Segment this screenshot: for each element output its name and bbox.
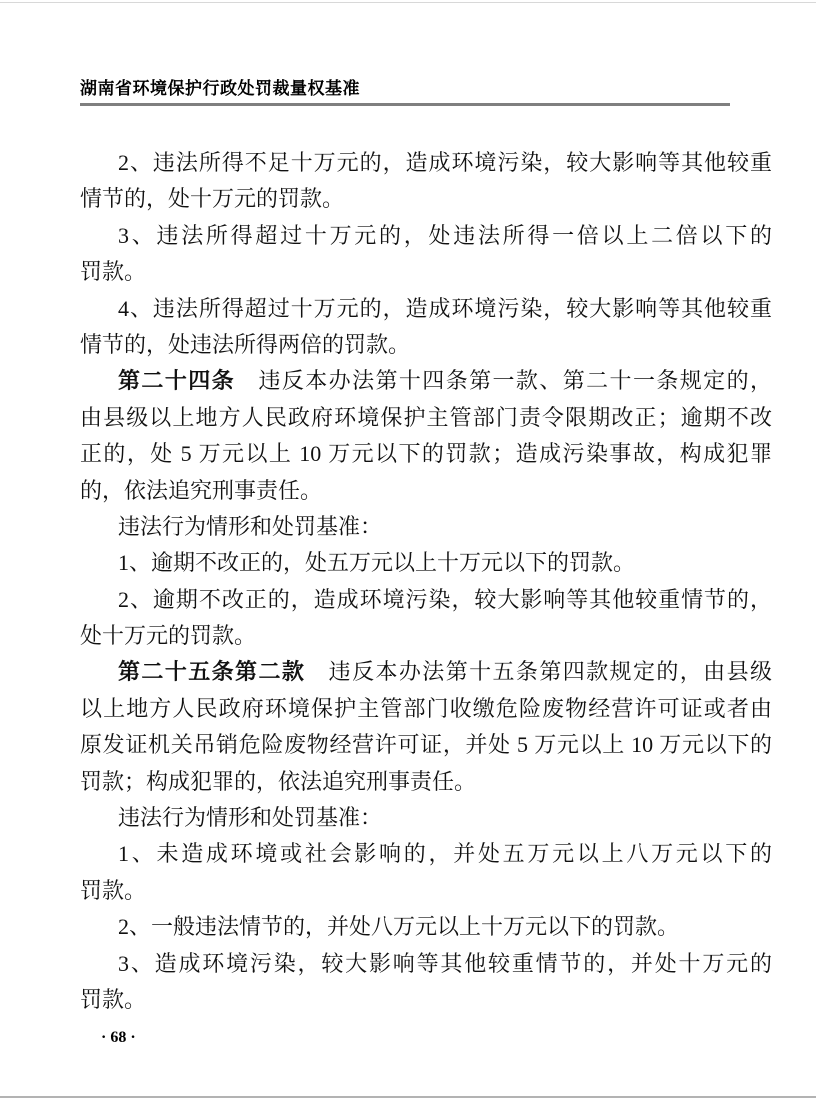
page-number: · 68 · xyxy=(101,1029,136,1046)
text-line: 情节的，处违法所得两倍的罚款。 xyxy=(80,331,411,357)
scan-bottom-edge-line xyxy=(0,1096,816,1098)
header-rule xyxy=(80,103,730,106)
text-line: 以上地方人民政府环境保护主管部门收缴危险废物经营许可证或者由 xyxy=(80,695,772,721)
paragraph xyxy=(80,218,772,291)
paragraph xyxy=(80,363,772,509)
page-header-title: 湖南省环境保护行政处罚裁量权基准 xyxy=(80,79,360,98)
text-line: 违法行为情形和处罚基准： xyxy=(118,805,383,831)
paragraph xyxy=(80,545,772,581)
paragraph xyxy=(80,509,772,545)
paragraph xyxy=(80,654,772,800)
paragraph xyxy=(80,836,772,909)
paragraph xyxy=(80,145,772,218)
text-line: 违法行为情形和处罚基准： xyxy=(118,513,383,539)
text-line: 第二十四条 违反本办法第十四条第一款、第二十一条规定的， xyxy=(118,368,772,394)
text-line: 2、一般违法情节的，并处八万元以上十万元以下的罚款。 xyxy=(118,914,680,940)
paragraph xyxy=(80,946,772,1019)
text-line: 2、逾期不改正的，造成环境污染，较大影响等其他较重情节的， xyxy=(118,586,772,612)
text-line: 情节的，处十万元的罚款。 xyxy=(80,186,345,212)
text-line: 2、违法所得不足十万元的，造成环境污染，较大影响等其他较重 xyxy=(118,150,772,175)
text-line: 3、造成环境污染，较大影响等其他较重情节的，并处十万元的 xyxy=(118,950,772,976)
text-line: 罚款。 xyxy=(80,259,147,285)
text-line: 罚款；构成犯罪的，依法追究刑事责任。 xyxy=(80,768,477,794)
article-number: 第二十四条 xyxy=(118,368,236,394)
paragraph xyxy=(80,909,772,945)
text-line: 由县级以上地方人民政府环境保护主管部门责令限期改正；逾期不改 xyxy=(80,404,772,430)
paragraph xyxy=(80,582,772,655)
text-line: 罚款。 xyxy=(80,986,147,1012)
text-line: 的，依法追究刑事责任。 xyxy=(80,477,323,503)
paragraph xyxy=(80,800,772,836)
text-line: 1、逾期不改正的，处五万元以上十万元以下的罚款。 xyxy=(118,550,636,576)
text-line: 罚款。 xyxy=(80,877,147,903)
text-line: 4、违法所得超过十万元的，造成环境污染，较大影响等其他较重 xyxy=(118,295,772,321)
scan-top-edge-line xyxy=(0,2,816,3)
document-body xyxy=(80,145,772,1018)
article-number: 第二十五条第二款 xyxy=(118,659,306,685)
text-line: 3、违法所得超过十万元的，处违法所得一倍以上二倍以下的 xyxy=(118,222,772,248)
text-line: 1、未造成环境或社会影响的，并处五万元以上八万元以下的 xyxy=(118,841,772,867)
text-line: 处十万元的罚款。 xyxy=(80,623,257,649)
paragraph xyxy=(80,291,772,364)
text-line: 原发证机关吊销危险废物经营许可证，并处 5 万元以上 10 万元以下的 xyxy=(80,732,772,758)
text-line: 第二十五条第二款 违反本办法第十五条第四款规定的，由县级 xyxy=(118,659,772,685)
text-line: 正的，处 5 万元以上 10 万元以下的罚款；造成污染事故，构成犯罪 xyxy=(80,441,772,467)
